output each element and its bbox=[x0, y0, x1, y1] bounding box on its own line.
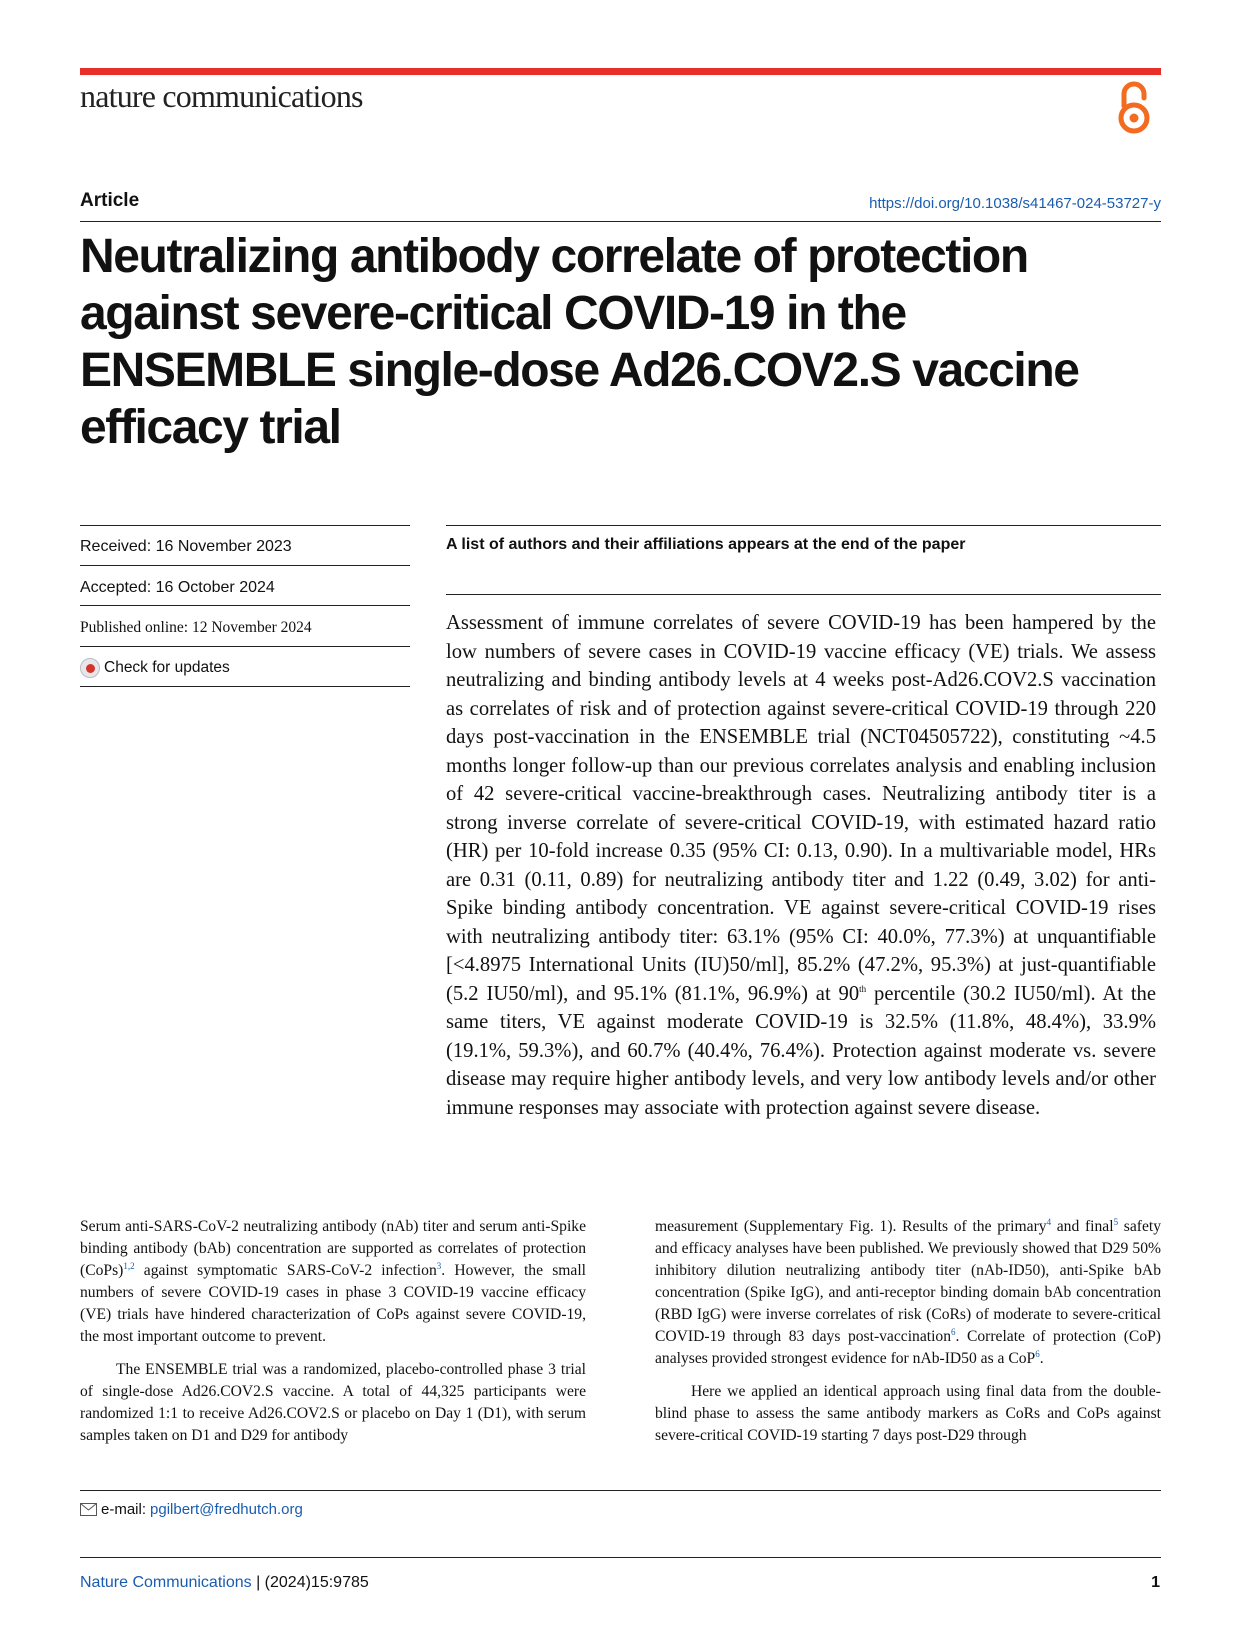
paragraph: Serum anti-SARS-CoV-2 neutralizing antibody (nAb) titer and serum anti-Spike binding antibody (bAb) concentration are supported as correlates of protection (CoPs)$^{1,2}$ against symptomatic SARS-CoV-2 infection$^3$. However, the small numbers of severe COVID-19 cases in phase 3 COVID-19 vaccine efficacy (VE) trials have hindered characterization of CoPs against severe COVID-19, the most important outcome to prevent. bbox=[80, 1218, 587, 1345]
email-link[interactable]: pgilbert@fredhutch.org bbox=[150, 1501, 303, 1518]
abstract: Assessment of immune correlates of severe COVID-19 has been hampered by the low numbers of severe cases in COVID-19 vaccine efficacy (VE) trials. We assess neutralizing and binding antibody levels at 4 weeks post-Ad26.COV2.S vaccination as correlates of risk and of protection against severe-critical COVID-19 through 220 days post-vaccination in the ENSEMBLE trial (NCT04505722), constituting ~4.5 months longer follow-up than our previous correlates analysis and enabling inclusion of 42 severe-critical vaccine-breakthrough cases. Neutralizing antibody titer is a strong inverse correlate of severe-critical COVID-19, with estimated hazard ratio (HR) per 10-fold increase 0.35 (95% CI: 0.13, 0.90). In a multivariable model, HRs are 0.31 (0.11, 0.89) for neutralizing antibody titer and 1.22 (0.49, 3.02) for anti-Spike binding antibody concentration. VE against severe-critical COVID-19 rises with neutralizing antibody titer: 63.1% (95% CI: 40.0%, 77.3%) at unquantifiable [<4.8975 International Units (IU)50/ml], 85.2% (47.2%, 95.3%) at just-quantifiable (5.2 IU50/ml), and 95.1% (81.1%, 96.9%) at 90th percentile (30.2 IU50/ml). At the same titers, VE against moderate COVID-19 is 32.5% (11.8%, 48.4%), 33.9% (19.1%, 59.3%), and 60.7% (40.4%, 76.4%). Protection against moderate vs. severe disease may require higher antibody levels, and very low antibody levels and/or other immune responses may associate with protection against severe disease. bbox=[446, 612, 1156, 1119]
footer-rule bbox=[80, 1557, 1161, 1558]
header-accent-bar bbox=[80, 68, 1161, 75]
check-for-updates-button[interactable] bbox=[80, 658, 230, 678]
received-date: Received: 16 November 2023 bbox=[80, 538, 292, 555]
check-for-updates-label: Check for updates bbox=[104, 659, 230, 676]
sidebar-rule-top bbox=[80, 525, 410, 526]
article-type-label: Article bbox=[80, 190, 140, 211]
check-for-updates-icon bbox=[80, 658, 100, 678]
footer-journal-name: Nature Communications bbox=[80, 1574, 252, 1591]
paragraph: The ENSEMBLE trial was a randomized, placebo-controlled phase 3 trial of single-dose Ad26.COV2.S vaccine. A total of 44,325 participants were randomized 1:1 to receive Ad26.COV2.S or placebo on Day 1 (D1), with serum samples taken on D1 and D29 for antibody bbox=[80, 1361, 586, 1444]
sidebar-rule-3 bbox=[80, 646, 410, 647]
citation-ref[interactable]: 4 bbox=[1046, 1216, 1052, 1227]
footnote-rule bbox=[80, 1490, 1161, 1491]
sidebar-rule-1 bbox=[80, 565, 410, 566]
corresponding-email bbox=[80, 1501, 303, 1518]
sidebar-rule-4 bbox=[80, 686, 410, 687]
citation-ref[interactable]: 5 bbox=[1113, 1216, 1119, 1227]
doi-link[interactable]: https://doi.org/10.1038/s41467-024-53727-y bbox=[869, 195, 1161, 212]
envelope-icon bbox=[80, 1503, 97, 1516]
sidebar-rule-2 bbox=[80, 605, 410, 606]
body-column-right bbox=[655, 1216, 1161, 1447]
open-access-icon bbox=[1114, 80, 1154, 136]
citation-ref[interactable]: 6 bbox=[1035, 1348, 1040, 1359]
authors-note: A list of authors and their affiliations appears at the end of the paper bbox=[446, 536, 966, 553]
citation-ref[interactable]: 3 bbox=[436, 1260, 442, 1271]
main-rule-top bbox=[446, 525, 1161, 526]
paragraph: measurement (Supplementary Fig. 1). Results of the primary$^4$ and final$^5$ safety and efficacy analyses have been published. We previously showed that D29 50% inhibitory dilution neutralizing antibody titer (nAb-ID50), anti-Spike bAb concentration (Spike IgG), and anti-receptor binding domain bAb concentration (RBD IgG) were inverse correlates of risk (CoRs) of moderate to severe-critical COVID-19 through 83 days post-vaccination$^6$. Correlate of protection (CoP) analyses provided strongest evidence for nAb-ID50 as a CoP$^6$. bbox=[655, 1216, 1161, 1367]
title-rule bbox=[80, 221, 1161, 222]
footer-citation: Nature Communications | (2024)15:9785 bbox=[80, 1574, 369, 1591]
journal-name: nature communications bbox=[80, 78, 363, 114]
email-label: e-mail: bbox=[101, 1501, 147, 1518]
page-number: 1 bbox=[1151, 1574, 1160, 1591]
paragraph: Here we applied an identical approach using final data from the double-blind phase to assess the same antibody markers as CoRs and CoPs against severe-critical COVID-19 starting 7 days post-D29 through bbox=[655, 1383, 1161, 1444]
body-column-left bbox=[80, 1216, 586, 1447]
citation-ref[interactable]: 1,2 bbox=[123, 1260, 135, 1271]
citation-ref[interactable]: 6 bbox=[951, 1326, 956, 1337]
published-date: Published online: 12 November 2024 bbox=[80, 619, 312, 636]
accepted-date: Accepted: 16 October 2024 bbox=[80, 579, 275, 596]
abstract-rule bbox=[446, 594, 1161, 595]
article-title: Neutralizing antibody correlate of protection against severe-critical COVID-19 in the ENSEMBLE single-dose Ad26.COV2.S vaccine efficacy trial bbox=[80, 230, 1079, 454]
